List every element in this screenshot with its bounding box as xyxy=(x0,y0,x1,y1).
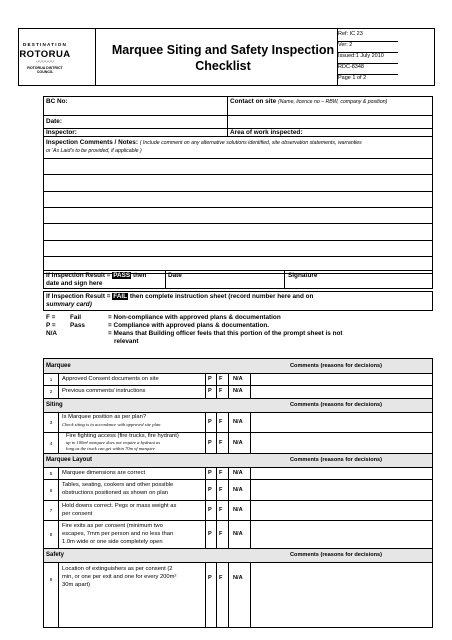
item-text-2: min, or one per exit and one for every 200m² xyxy=(62,574,177,580)
comment-line xyxy=(43,158,433,159)
item-number: 8 xyxy=(49,532,53,537)
version-label: Ver: 2 xyxy=(338,42,398,53)
legend-desc-p: = Compliance with approved plans & documentation. xyxy=(108,322,270,329)
na-option[interactable]: N/A xyxy=(233,575,243,581)
na-option[interactable]: N/A xyxy=(233,388,243,394)
item-subtext: long as the truck can get within 70m of marquee xyxy=(66,446,155,451)
page-number: Page 1 of 2 xyxy=(338,75,367,81)
item-text: Previous comments/ instructions xyxy=(62,388,146,394)
comment-line xyxy=(43,191,433,192)
fail-option[interactable]: F xyxy=(219,440,223,446)
item-text: Location of extinguishers as per consent (2 xyxy=(62,566,173,572)
na-option[interactable]: N/A xyxy=(233,507,243,513)
na-option[interactable]: N/A xyxy=(233,470,243,476)
wave-icon: 〰〰〰 xyxy=(35,60,54,66)
code-label: RDC-8348 xyxy=(338,64,398,75)
item-text: Fire exits as per consent (minimum two xyxy=(62,523,163,529)
na-option[interactable]: N/A xyxy=(233,376,243,382)
section-siting: Siting xyxy=(46,402,63,408)
comment-line xyxy=(43,240,433,241)
date-label: Date: xyxy=(46,118,62,125)
item-number: 4 xyxy=(49,441,53,446)
item-text: Is Marquee position as per plan? xyxy=(62,414,147,420)
legend-desc-f: = Non-compliance with approved plans & documentation xyxy=(108,314,281,321)
pass-badge: PASS xyxy=(113,272,131,279)
legend-desc-na-cont: relevant xyxy=(114,338,139,345)
form-box xyxy=(43,96,433,274)
item-subtext: up to 100m² marquee does not require a hydrant as xyxy=(66,440,161,445)
comment-line xyxy=(43,207,433,208)
comment-line xyxy=(43,223,433,224)
comments-header: Comments (reasons for decisions) xyxy=(290,457,383,463)
issued-label: Issued:1 July 2010 xyxy=(338,53,398,64)
comments-header: Comments (reasons for decisions) xyxy=(290,363,383,369)
pass-option[interactable]: P xyxy=(208,507,212,513)
item-number: 5 xyxy=(49,471,53,476)
na-option[interactable]: N/A xyxy=(233,487,243,493)
comments-note: or 'As Laid's to be provided, if applicable ) xyxy=(46,148,142,154)
item-number: 9 xyxy=(49,577,53,582)
fail-option[interactable]: F xyxy=(219,487,223,493)
pass-option[interactable]: P xyxy=(208,388,212,394)
bc-no-label: BC No: xyxy=(46,98,68,105)
pass-instruction: If Inspection Result = PASS then date and sign here xyxy=(46,272,147,287)
item-text: Marquee dimensions are correct xyxy=(62,470,146,476)
signature-label: Signature xyxy=(288,272,318,279)
section-safety: Safety xyxy=(46,552,65,558)
inspector-label: Inspector: xyxy=(46,129,77,136)
fail-option[interactable]: F xyxy=(219,575,223,581)
fail-badge: FAIL xyxy=(113,293,128,300)
legend-key-p: P = xyxy=(46,322,56,329)
comments-header: Comments (reasons for decisions) xyxy=(290,552,383,558)
legend-desc-na: = Means that Building officer feels that this portion of the prompt sheet is not xyxy=(108,330,343,337)
pass-option[interactable]: P xyxy=(208,419,212,425)
legend-key-na: N/A xyxy=(46,330,58,337)
legend-word-p: Pass xyxy=(70,322,85,329)
item-number: 2 xyxy=(49,389,53,394)
item-number: 3 xyxy=(49,420,53,425)
fail-option[interactable]: F xyxy=(219,376,223,382)
page-title: Marquee Siting and Safety Inspection Checklist xyxy=(111,43,335,73)
pass-option[interactable]: P xyxy=(208,440,212,446)
pass-option[interactable]: P xyxy=(208,376,212,382)
na-option[interactable]: N/A xyxy=(233,419,243,425)
rotorua-logo: DESTINATION ROTORUA 〰〰〰 ROTORUA DISTRICT COUNCIL xyxy=(19,42,71,74)
item-subtext: Check siting is in accordance with approved site plan xyxy=(62,422,161,427)
section-marquee: Marquee xyxy=(46,363,71,369)
na-option[interactable]: N/A xyxy=(233,531,243,537)
item-text-3: 1.0m wide or one side completely open xyxy=(62,539,163,545)
pass-option[interactable]: P xyxy=(208,531,212,537)
date-sign-label: Date xyxy=(168,272,182,279)
item-text: Hold downs correct. Pegs or mass weight as xyxy=(62,503,177,509)
item-number: 1 xyxy=(49,377,53,382)
section-layout: Marquee Layout xyxy=(46,457,93,463)
item-text: Tables, seating, cookers and other possible xyxy=(62,482,174,488)
comments-title: Inspection Comments / Notes: ( Include comment on any alternative solutions identified, site observation statements, warranties xyxy=(46,139,362,146)
contact-label: Contact on site (Name, licence no – RBW, company & position) xyxy=(230,98,388,105)
comments-header: Comments (reasons for decisions) xyxy=(290,402,383,408)
item-text: Approved Consent documents on site xyxy=(62,376,159,382)
item-text-2: escapes, 7mm per person and no less than xyxy=(62,531,174,537)
fail-option[interactable]: F xyxy=(219,507,223,513)
ref-label: Ref: IC 23 xyxy=(338,31,398,42)
comment-line xyxy=(43,256,433,257)
item-number: 6 xyxy=(49,488,53,493)
fail-option[interactable]: F xyxy=(219,531,223,537)
fail-option[interactable]: F xyxy=(219,470,223,476)
comment-line xyxy=(43,174,433,175)
fail-option[interactable]: F xyxy=(219,419,223,425)
item-text-2: per consent xyxy=(62,511,93,517)
pass-option[interactable]: P xyxy=(208,470,212,476)
item-text: Fire fighting access (fire trucks, fire hydrant) xyxy=(66,433,179,439)
area-label: Area of work inspected: xyxy=(230,129,303,136)
na-option[interactable]: N/A xyxy=(233,440,243,446)
legend-key-f: F = xyxy=(46,314,56,321)
fail-option[interactable]: F xyxy=(219,388,223,394)
item-text-3: 30m apart) xyxy=(62,582,91,588)
legend-word-f: Fail xyxy=(70,314,82,321)
fail-instruction: If Inspection Result = FAIL then complete instruction sheet (record number here and on summary card) xyxy=(46,293,314,308)
pass-option[interactable]: P xyxy=(208,487,212,493)
pass-option[interactable]: P xyxy=(208,575,212,581)
item-number: 7 xyxy=(49,508,53,513)
item-text-2: obstructions positioned as shown on plan xyxy=(62,490,169,496)
